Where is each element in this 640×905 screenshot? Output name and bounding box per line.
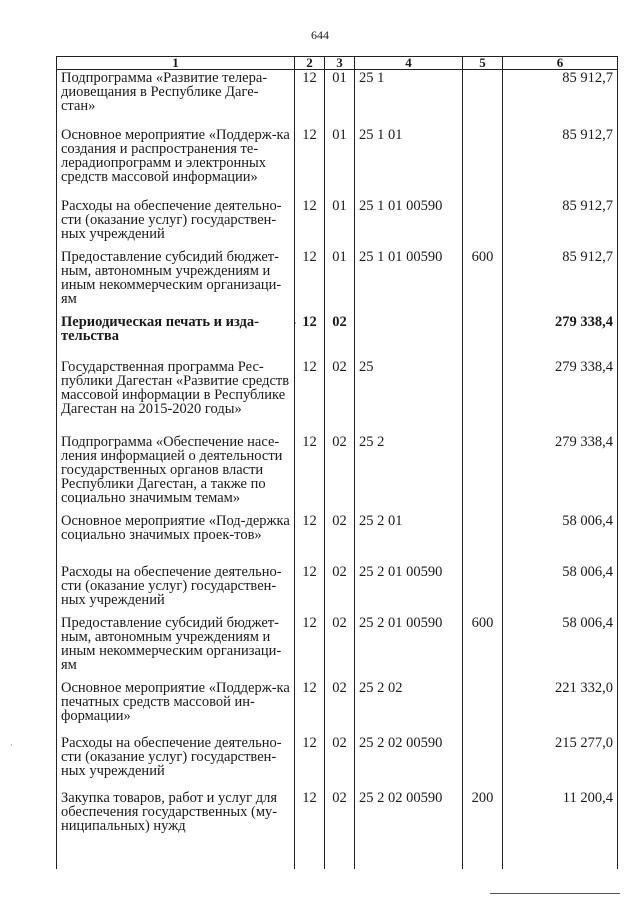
amount-cell: 279 338,4 [503, 314, 618, 359]
expense-type-cell: 600 [463, 615, 503, 680]
amount-cell: 215 277,0 [503, 735, 618, 790]
expense-type-cell: 200 [463, 790, 503, 839]
expense-type-cell [463, 564, 503, 615]
amount-cell: 58 006,4 [503, 615, 618, 680]
target-article-cell: 25 1 [355, 70, 463, 128]
empty-cell [295, 839, 325, 869]
target-article-cell: 25 1 01 [355, 127, 463, 198]
target-article-cell: 25 1 01 00590 [355, 249, 463, 314]
table-row [57, 198, 618, 249]
expense-type-cell [463, 127, 503, 198]
section-code-cell: 12 [295, 70, 325, 128]
section-code-cell: 12 [295, 564, 325, 615]
amount-cell: 58 006,4 [503, 564, 618, 615]
table-body [57, 70, 618, 870]
section-code-cell: 12 [295, 513, 325, 564]
target-article-cell [355, 314, 463, 359]
row-name-cell: Периодическая печать и изда-тельства [57, 314, 295, 359]
expense-type-cell [463, 359, 503, 434]
subsection-code-cell: 02 [325, 564, 355, 615]
subsection-code-cell: 02 [325, 434, 355, 513]
section-code-cell: 12 [295, 359, 325, 434]
table-row [57, 70, 618, 128]
expense-type-cell [463, 434, 503, 513]
row-name-cell: Расходы на обеспечение деятельно-сти (оказание услуг) государствен-ных учреждений [57, 564, 295, 615]
scan-artifact: · [294, 318, 297, 328]
row-name-cell: Основное мероприятие «Под-держка социально значимых проек-тов» [57, 513, 295, 564]
row-name-cell: Основное мероприятие «Поддерж-ка создания и распространения те-лерадиопрограмм и электронных средств массовой информации» [57, 127, 295, 198]
empty-cell [57, 839, 295, 869]
expense-type-cell [463, 513, 503, 564]
expense-type-cell [463, 314, 503, 359]
table-row [57, 249, 618, 314]
column-header-4: 4 [355, 57, 463, 70]
row-name-cell: Государственная программа Рес-публики Дагестан «Развитие средств массовой информации в Республике Дагестан на 2015-2020 годы» [57, 359, 295, 434]
target-article-cell: 25 2 01 00590 [355, 615, 463, 680]
target-article-cell: 25 2 [355, 434, 463, 513]
table-row [57, 564, 618, 615]
section-code-cell: 12 [295, 434, 325, 513]
table-row [57, 735, 618, 790]
expense-type-cell [463, 735, 503, 790]
table-row [57, 314, 618, 359]
row-name-cell: Расходы на обеспечение деятельно-сти (оказание услуг) государствен-ных учреждений [57, 198, 295, 249]
subsection-code-cell: 02 [325, 314, 355, 359]
amount-cell: 279 338,4 [503, 434, 618, 513]
table-spacer-row [57, 839, 618, 869]
expense-type-cell [463, 70, 503, 128]
section-code-cell: 12 [295, 249, 325, 314]
section-code-cell: 12 [295, 127, 325, 198]
table-row [57, 513, 618, 564]
subsection-code-cell: 02 [325, 615, 355, 680]
subsection-code-cell: 02 [325, 359, 355, 434]
amount-cell: 85 912,7 [503, 70, 618, 128]
subsection-code-cell: 01 [325, 198, 355, 249]
subsection-code-cell: 02 [325, 790, 355, 839]
target-article-cell: 25 2 02 00590 [355, 735, 463, 790]
subsection-code-cell: 02 [325, 735, 355, 790]
amount-cell: 85 912,7 [503, 249, 618, 314]
row-name-cell: Закупка товаров, работ и услуг для обеспечения государственных (му-ниципальных) нужд [57, 790, 295, 839]
section-code-cell: 12 [295, 735, 325, 790]
amount-cell: 58 006,4 [503, 513, 618, 564]
row-name-cell: Расходы на обеспечение деятельно-сти (оказание услуг) государствен-ных учреждений [57, 735, 295, 790]
section-code-cell: 12 [295, 314, 325, 359]
table-row [57, 790, 618, 839]
section-code-cell: 12 [295, 680, 325, 735]
expense-type-cell: 600 [463, 249, 503, 314]
column-header-6: 6 [503, 57, 618, 70]
table-row [57, 127, 618, 198]
section-code-cell: 12 [295, 790, 325, 839]
expense-type-cell [463, 680, 503, 735]
table-row [57, 359, 618, 434]
subsection-code-cell: 02 [325, 513, 355, 564]
expense-type-cell [463, 198, 503, 249]
column-header-5: 5 [463, 57, 503, 70]
amount-cell: 279 338,4 [503, 359, 618, 434]
column-header-1: 1 [57, 57, 295, 70]
column-header-3: 3 [325, 57, 355, 70]
target-article-cell: 25 2 01 00590 [355, 564, 463, 615]
footer-rule [490, 893, 620, 894]
column-number-row [57, 57, 618, 70]
row-name-cell: Основное мероприятие «Поддерж-ка печатных средств массовой ин-формации» [57, 680, 295, 735]
target-article-cell: 25 2 02 [355, 680, 463, 735]
table-row [57, 434, 618, 513]
page-number: 644 [311, 28, 329, 42]
row-name-cell: Подпрограмма «Обеспечение насе-ления информацией о деятельности государственных органов власти Республики Дагестан, а также по социально значимым темам» [57, 434, 295, 513]
table-row [57, 680, 618, 735]
amount-cell: 85 912,7 [503, 198, 618, 249]
target-article-cell: 25 2 01 [355, 513, 463, 564]
amount-cell: 221 332,0 [503, 680, 618, 735]
target-article-cell: 25 [355, 359, 463, 434]
section-code-cell: 12 [295, 198, 325, 249]
column-header-2: 2 [295, 57, 325, 70]
section-code-cell: 12 [295, 615, 325, 680]
empty-cell [463, 839, 503, 869]
amount-cell: 11 200,4 [503, 790, 618, 839]
empty-cell [503, 839, 618, 869]
empty-cell [325, 839, 355, 869]
row-name-cell: Предоставление субсидий бюджет-ным, автономным учреждениям и иным некоммерческим организаци-ям [57, 249, 295, 314]
target-article-cell: 25 1 01 00590 [355, 198, 463, 249]
table-row [57, 615, 618, 680]
subsection-code-cell: 01 [325, 249, 355, 314]
scan-artifact: · [10, 740, 13, 750]
budget-table [56, 56, 618, 869]
amount-cell: 85 912,7 [503, 127, 618, 198]
target-article-cell: 25 2 02 00590 [355, 790, 463, 839]
subsection-code-cell: 01 [325, 70, 355, 128]
subsection-code-cell: 02 [325, 680, 355, 735]
subsection-code-cell: 01 [325, 127, 355, 198]
empty-cell [355, 839, 463, 869]
row-name-cell: Подпрограмма «Развитие телера-диовещания в Республике Даге-стан» [57, 70, 295, 128]
row-name-cell: Предоставление субсидий бюджет-ным, автономным учреждениям и иным некоммерческим организаци-ям [57, 615, 295, 680]
